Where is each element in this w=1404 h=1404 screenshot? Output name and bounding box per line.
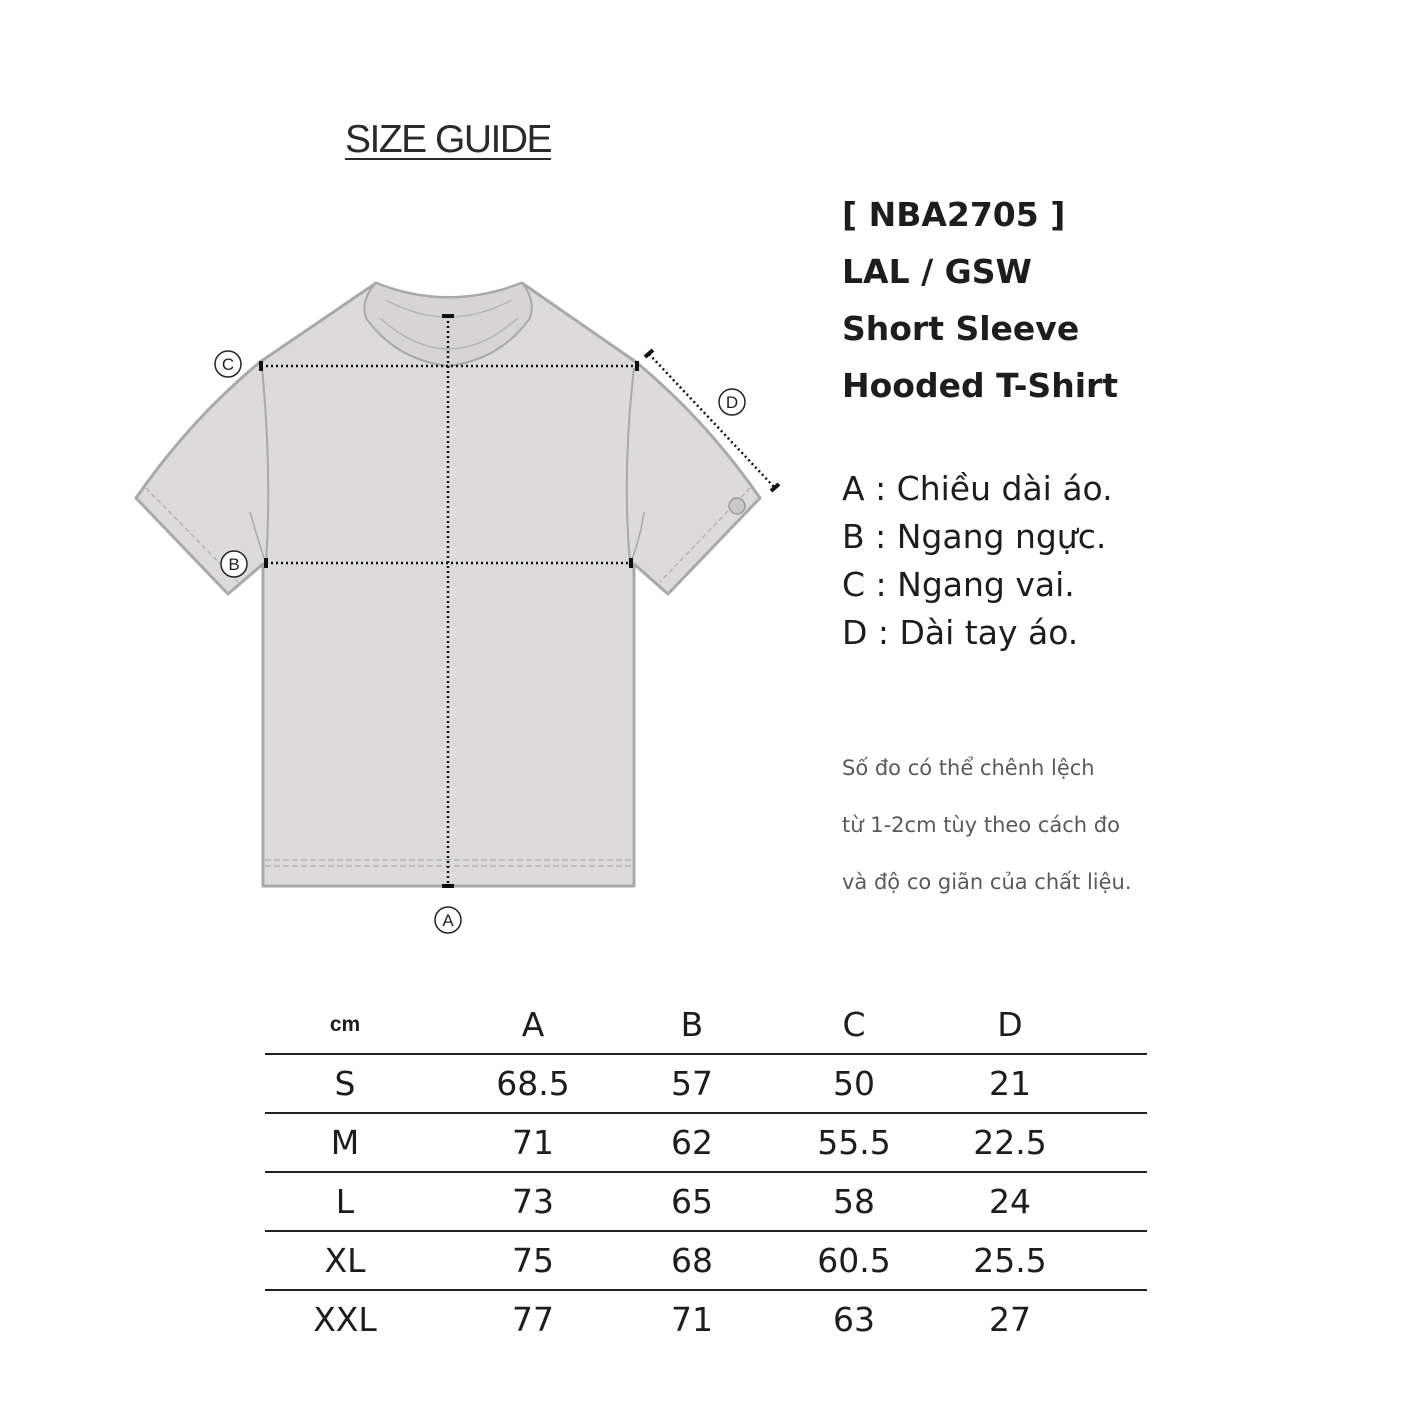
table-cell: 22.5 <box>973 1123 1047 1162</box>
column-header-d: D <box>997 1005 1023 1044</box>
unit-header: cm <box>329 1013 361 1036</box>
table-cell: 63 <box>833 1300 875 1339</box>
product-name-line-2: Hooded T-Shirt <box>842 366 1119 405</box>
size-label: XXL <box>313 1300 377 1339</box>
marker-b <box>221 551 247 577</box>
size-label: XL <box>324 1241 366 1280</box>
svg-text:A: A <box>442 911 454 930</box>
table-cell: 62 <box>671 1123 713 1162</box>
marker-a <box>435 907 461 933</box>
svg-text:D: D <box>725 393 739 412</box>
size-label: L <box>335 1182 355 1221</box>
table-cell: 68 <box>671 1241 713 1280</box>
table-row <box>265 1230 1147 1289</box>
note-line-3: và độ co giãn của chất liệu. <box>842 870 1132 894</box>
marker-d <box>719 389 745 415</box>
size-table <box>265 996 1147 1348</box>
table-cell: 77 <box>512 1300 554 1339</box>
table-cell: 68.5 <box>496 1064 570 1103</box>
legend-item-a: A : Chiều dài áo. <box>842 469 1113 508</box>
legend-item-d: D : Dài tay áo. <box>842 613 1079 652</box>
svg-text:C: C <box>221 355 235 374</box>
table-row <box>265 1171 1147 1230</box>
size-label: S <box>334 1064 356 1103</box>
table-cell: 71 <box>512 1123 554 1162</box>
product-name-line-1: Short Sleeve <box>842 309 1080 348</box>
table-cell: 71 <box>671 1300 713 1339</box>
table-cell: 75 <box>512 1241 554 1280</box>
table-cell: 58 <box>833 1182 875 1221</box>
table-cell: 27 <box>989 1300 1031 1339</box>
legend-item-b: B : Ngang ngực. <box>842 517 1107 556</box>
table-row <box>265 1053 1147 1112</box>
column-header-b: B <box>680 1005 704 1044</box>
table-cell: 65 <box>671 1182 713 1221</box>
table-cell: 73 <box>512 1182 554 1221</box>
table-row <box>265 1289 1147 1348</box>
table-cell: 55.5 <box>817 1123 891 1162</box>
column-header-a: A <box>521 1005 545 1044</box>
note-line-2: từ 1-2cm tùy theo cách đo <box>842 813 1120 837</box>
product-code: [ NBA2705 ] <box>842 195 1066 234</box>
legend-item-c: C : Ngang vai. <box>842 565 1075 604</box>
sleeve-tab <box>729 498 745 514</box>
note-line-1: Số đo có thể chênh lệch <box>842 756 1095 780</box>
table-cell: 57 <box>671 1064 713 1103</box>
product-info <box>842 186 1118 414</box>
table-row <box>265 1112 1147 1171</box>
svg-text:B: B <box>228 555 240 574</box>
table-cell: 60.5 <box>817 1241 891 1280</box>
column-header-c: C <box>842 1005 866 1044</box>
table-header-row <box>265 996 1147 1053</box>
marker-c <box>215 351 241 377</box>
table-cell: 21 <box>989 1064 1031 1103</box>
product-teams: LAL / GSW <box>842 252 1032 291</box>
size-label: M <box>330 1123 360 1162</box>
table-cell: 24 <box>989 1182 1031 1221</box>
page-title: SIZE GUIDE <box>345 118 552 161</box>
measurement-legend <box>842 465 1113 657</box>
measurement-note <box>842 740 1132 911</box>
table-cell: 50 <box>833 1064 875 1103</box>
table-cell: 25.5 <box>973 1241 1047 1280</box>
